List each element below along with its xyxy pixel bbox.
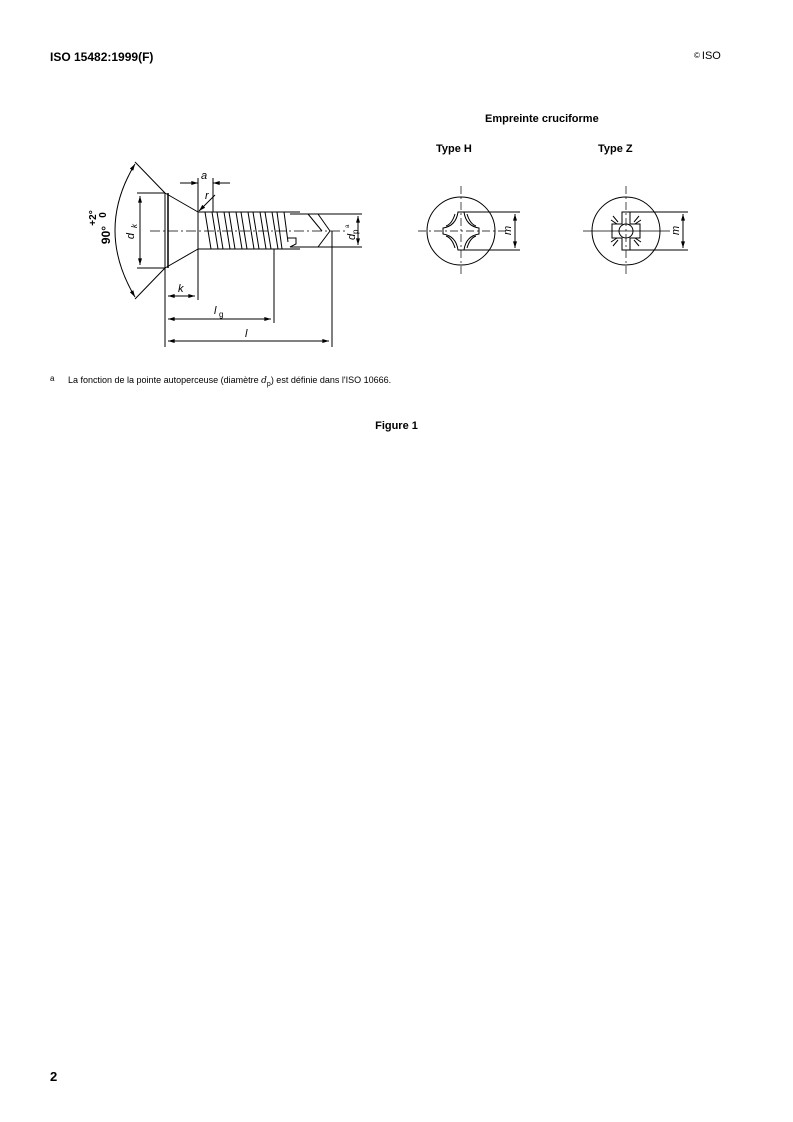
recess-title: Empreinte cruciforme	[485, 113, 599, 125]
dp-label: d	[346, 233, 358, 240]
recess-type-h-label: Type H	[436, 143, 472, 155]
m-label-type-z: m	[670, 225, 682, 235]
svg-text:+2°: +2°	[88, 210, 99, 226]
footnote-symbol-sub: p	[266, 380, 271, 388]
dk-label: d	[125, 232, 137, 240]
copyright	[694, 50, 721, 62]
svg-text:p: p	[351, 229, 360, 234]
a-label: a	[201, 170, 208, 182]
footnote-symbol: d	[261, 376, 267, 386]
screw-labels	[88, 170, 360, 340]
angle-label: 90°	[99, 225, 113, 245]
copyright-owner: ISO	[701, 50, 721, 62]
m-label-type-h: m	[502, 225, 514, 235]
r-label: r	[205, 190, 209, 202]
copyright-symbol: ©	[694, 51, 700, 60]
footnote-marker: a	[50, 374, 55, 383]
technical-drawing	[0, 100, 793, 360]
svg-text:g: g	[219, 310, 224, 319]
svg-text:a: a	[345, 224, 351, 228]
footnote	[50, 374, 391, 388]
footnote-text-after: ) est définie dans l'ISO 10666.	[270, 375, 392, 385]
l-label: l	[245, 328, 248, 340]
document-id: ISO 15482:1999(F)	[50, 50, 154, 64]
k-label: k	[178, 283, 184, 295]
figure-caption: Figure 1	[375, 420, 418, 432]
thread-crests	[205, 212, 288, 249]
screw-side-view	[115, 162, 362, 347]
recess-type-z-label: Type Z	[598, 143, 633, 155]
svg-text:0: 0	[98, 212, 109, 218]
lg-label: l	[214, 305, 217, 317]
footnote-text-before: La fonction de la pointe autoperceuse (diamètre	[68, 375, 262, 385]
page-number: 2	[50, 1069, 58, 1084]
svg-text:k: k	[130, 224, 139, 228]
